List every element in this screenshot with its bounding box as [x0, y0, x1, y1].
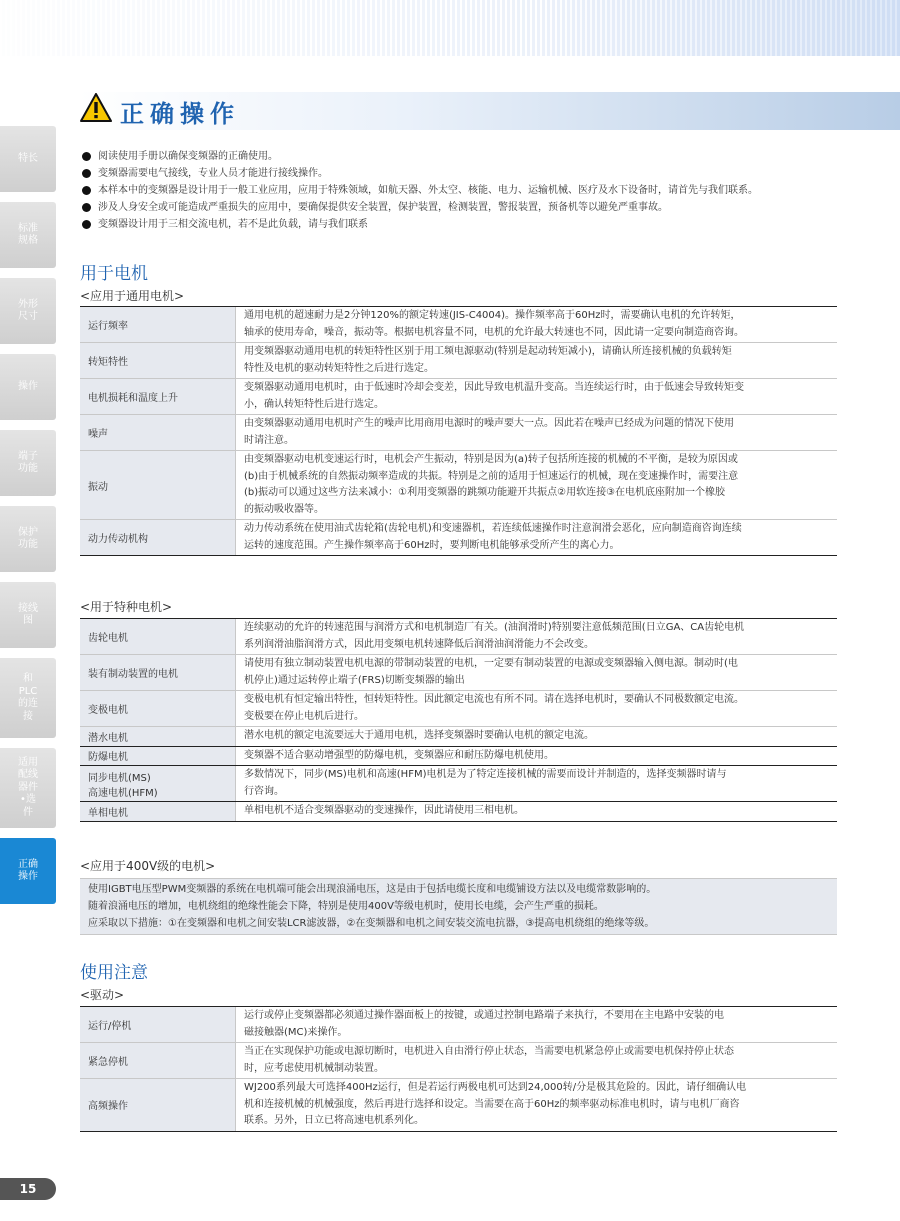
table-general-motor	[80, 306, 837, 556]
bullet-item: 变频器需要电气接线，专业人员才能进行接线操作。	[80, 165, 900, 182]
row-text	[235, 619, 837, 654]
row-text	[235, 1007, 837, 1042]
bullet-item: 变频器设计用于三相交流电机，若不是此负载，请与我们联系	[80, 216, 900, 233]
row-label: 防爆电机	[80, 747, 235, 766]
text-line: 动力传动系统在使用油式齿轮箱(齿轮电机)和变速器机，若连续低速操作时注意润滑会恶化，应向制造商咨询连续	[244, 523, 742, 534]
text-line: 磁接触器(MC)来操作。	[244, 1026, 348, 1038]
text-line: 运行或停止变频器都必须通过操作器面板上的按键，或通过控制电路端子来执行，不要用在主电路中安装的电	[244, 1010, 724, 1021]
subheading-400v-motor: <应用于400V级的电机>	[80, 859, 216, 873]
text-line: 联系。另外，日立已将高速电机系列化。	[244, 1115, 424, 1126]
text-line: 应采取以下措施：①在变频器和电机之间安装LCR滤波器，②在变频器和电机之间安装交流电抗器，③提高电机绕组的绝缘等级。	[88, 918, 655, 929]
text-line: 通用电机的超速耐力是2分钟120%的额定转速(JIS-C4004)。操作频率高于60Hz时，需要确认电机的允许转矩，	[244, 310, 741, 321]
text-line: 随着浪涌电压的增加，电机绕组的绝缘性能会下降，特别是使用400V等级电机时，使用长电缆，会产生严重的损耗。	[88, 901, 604, 912]
text-line: (b)由于机械系统的自然振动频率造成的共振。特别是之前的适用于恒速运行的机械，现在变速操作时，需要注意	[244, 470, 739, 482]
text-line: 由变频器驱动通用电机时产生的噪声比用商用电源时的噪声要大一点。因此若在噪声已经成为问题的情况下使用	[244, 418, 734, 429]
row-text	[235, 415, 837, 450]
bullet-item: 涉及人身安全或可能造成严重损失的应用中，要确保提供安全装置，保护装置，检测装置，警报装置，预备机等以避免严重事故。	[80, 199, 900, 216]
row-label: 转矩特性	[80, 343, 235, 378]
row-text	[235, 343, 837, 378]
table-row	[80, 1079, 837, 1131]
text-line: 时，应考虑使用机械制动装置。	[244, 1062, 384, 1074]
table-row	[80, 307, 837, 343]
section-title-motor: 用于电机	[80, 264, 148, 284]
text-line: 多数情况下，同步(MS)电机和高速(HFM)电机是为了特定连接机械的需要而设计并制造的，选择变频器时请与	[244, 769, 727, 780]
warning-icon	[80, 93, 112, 123]
table-row	[80, 691, 837, 727]
text-line: 当正在实现保护功能或电源切断时，电机进入自由滑行停止状态，当需要电机紧急停止或需要电机保持停止状态	[244, 1046, 734, 1057]
text-line: 单相电机不适合变频器驱动的变速操作，因此请使用三相电机。	[244, 805, 524, 816]
row-text	[235, 451, 837, 519]
text-line: 使用IGBT电压型PWM变频器的系统在电机端可能会出现浪涌电压，这是由于包括电缆长度和电缆铺设方法以及电缆常数影响的。	[88, 884, 657, 895]
row-label: 紧急停机	[80, 1043, 235, 1078]
row-text	[235, 379, 837, 414]
table-special-motor	[80, 618, 837, 822]
table-row	[80, 727, 837, 747]
row-text	[235, 766, 837, 801]
bullet-item: 本样本中的变频器是设计用于一般工业应用，应用于特殊领域，如航天器、外太空、核能、电力、运输机械、医疗及水下设备时，请首先与我们联系。	[80, 182, 900, 199]
subheading-drive: <驱动>	[80, 988, 125, 1002]
sidebar-tab[interactable]: 接线图	[0, 582, 56, 648]
row-label: 动力传动机构	[80, 520, 235, 555]
text-line: 小，确认转矩特性后进行选定。	[244, 398, 384, 410]
box-400v-notes	[80, 878, 837, 935]
row-text	[235, 1043, 837, 1078]
sidebar-tab[interactable]: 操作	[0, 354, 56, 420]
text-line: 变极要在停止电机后进行。	[244, 710, 364, 722]
row-label: 变极电机	[80, 691, 235, 726]
section-title-usage: 使用注意	[80, 963, 148, 983]
text-line: 变极电机有恒定输出特性，恒转矩特性。因此额定电流也有所不同。请在选择电机时，要确认不同极数额定电流。	[244, 694, 744, 705]
row-label: 装有制动装置的电机	[80, 655, 235, 690]
row-text	[235, 1079, 837, 1131]
row-text	[235, 727, 837, 746]
table-row	[80, 520, 837, 555]
sidebar-tab[interactable]: 外形尺寸	[0, 278, 56, 344]
sidebar-tab[interactable]: 特长	[0, 126, 56, 192]
table-row	[80, 619, 837, 655]
table-row	[80, 1043, 837, 1079]
row-label: 高频操作	[80, 1079, 235, 1131]
sidebar-tab[interactable]: 适用配线器件•选件	[0, 748, 56, 828]
row-label: 振动	[80, 451, 235, 519]
text-line: 由变频器驱动电机变速运行时，电机会产生振动，特别是因为(a)转子包括所连接的机械的不平衡，是较为原因或	[244, 454, 738, 465]
text-line: 连续驱动的允许的转速范围与润滑方式和电机制造厂有关。(油润滑时)特别要注意低频范围(日立GA、CA齿轮电机	[244, 622, 745, 633]
bullet-list	[80, 148, 900, 233]
text-line: 系列润滑油脂润滑方式，因此用变频电机转速降低后润滑油润滑能力不会改变。	[244, 638, 594, 650]
text-line: 用变频器驱动通用电机的转矩特性区别于用工频电源驱动(特别是起动转矩减小)，请确认所连接机械的负载转矩	[244, 346, 732, 357]
text-line: 机停止)通过运转停止端子(FRS)切断变频器的输出	[244, 674, 465, 686]
text-line: (b)振动可以通过这些方法来减小：①利用变频器的跳频功能避开共振点②用软连接③在电机底座附加一个橡胶	[244, 487, 726, 498]
sidebar-tab[interactable]: 正确操作	[0, 838, 56, 904]
table-row	[80, 451, 837, 520]
sidebar-tab[interactable]: 标准规格	[0, 202, 56, 268]
table-row	[80, 747, 837, 767]
row-label: 噪声	[80, 415, 235, 450]
table-row	[80, 766, 837, 802]
row-label: 潜水电机	[80, 727, 235, 746]
table-row	[80, 1007, 837, 1043]
table-row	[80, 343, 837, 379]
row-label: 单相电机	[80, 802, 235, 821]
table-row	[80, 379, 837, 415]
row-text	[235, 307, 837, 342]
row-text	[235, 520, 837, 555]
sidebar-tab[interactable]: 和PLC的连接	[0, 658, 56, 738]
row-text	[235, 655, 837, 690]
text-line: 特性及电机的驱动转矩特性之后进行选定。	[244, 362, 434, 374]
sidebar-tab[interactable]: 端子功能	[0, 430, 56, 496]
text-line: 请使用有独立制动装置电机电源的带制动装置的电机，一定要有制动装置的电源或变频器输入侧电源。制动时(电	[244, 658, 738, 669]
text-line: 时请注意。	[244, 434, 294, 446]
bullet-item: 阅读使用手册以确保变频器的正确使用。	[80, 148, 900, 165]
text-line: 潜水电机的额定电流要远大于通用电机，选择变频器时要确认电机的额定电流。	[244, 730, 594, 741]
row-label: 运行/停机	[80, 1007, 235, 1042]
row-label: 齿轮电机	[80, 619, 235, 654]
row-text	[235, 691, 837, 726]
row-text	[235, 747, 837, 766]
table-row	[80, 802, 837, 821]
sidebar	[0, 126, 56, 914]
page-title: 正确操作	[120, 100, 240, 128]
text-line: 机和连接机械的机械强度，然后再进行选择和设定。当需要在高于60Hz的频率驱动标准电机时，请与电机厂商咨	[244, 1098, 740, 1110]
sidebar-tab[interactable]: 保护功能	[0, 506, 56, 572]
row-label: 运行频率	[80, 307, 235, 342]
text-line: 变频器不适合驱动增强型的防爆电机，变频器应和耐压防爆电机使用。	[244, 749, 554, 761]
text-line: 运转的速度范围。产生操作频率高于60Hz时，要判断电机能够承受所产生的离心力。	[244, 539, 620, 551]
subheading-special-motor: <用于特种电机>	[80, 600, 173, 614]
header-stripes	[0, 0, 900, 56]
text-line: 的振动吸收器等。	[244, 503, 324, 515]
text-line: WJ200系列最大可选择400Hz运行，但是若运行两极电机可达到24,000转/分是极其危险的。因此，请仔细确认电	[244, 1082, 747, 1093]
text-line: 行咨询。	[244, 785, 284, 797]
row-text	[235, 802, 837, 821]
subheading-general-motor: <应用于通用电机>	[80, 289, 185, 303]
table-row	[80, 655, 837, 691]
row-label: 同步电机(MS) 高速电机(HFM)	[80, 766, 235, 801]
table-drive	[80, 1006, 837, 1132]
row-label: 电机损耗和温度上升	[80, 379, 235, 414]
table-row	[80, 415, 837, 451]
page-number: 15	[0, 1178, 56, 1200]
text-line: 变频器驱动通用电机时，由于低速时冷却会变差，因此导致电机温升变高。当连续运行时，由于低速会导致转矩变	[244, 382, 744, 393]
text-line: 轴承的使用寿命，噪音，振动等。根据电机容量不同，电机的允许最大转速也不同，因此请一定要向制造商咨询。	[244, 326, 744, 338]
